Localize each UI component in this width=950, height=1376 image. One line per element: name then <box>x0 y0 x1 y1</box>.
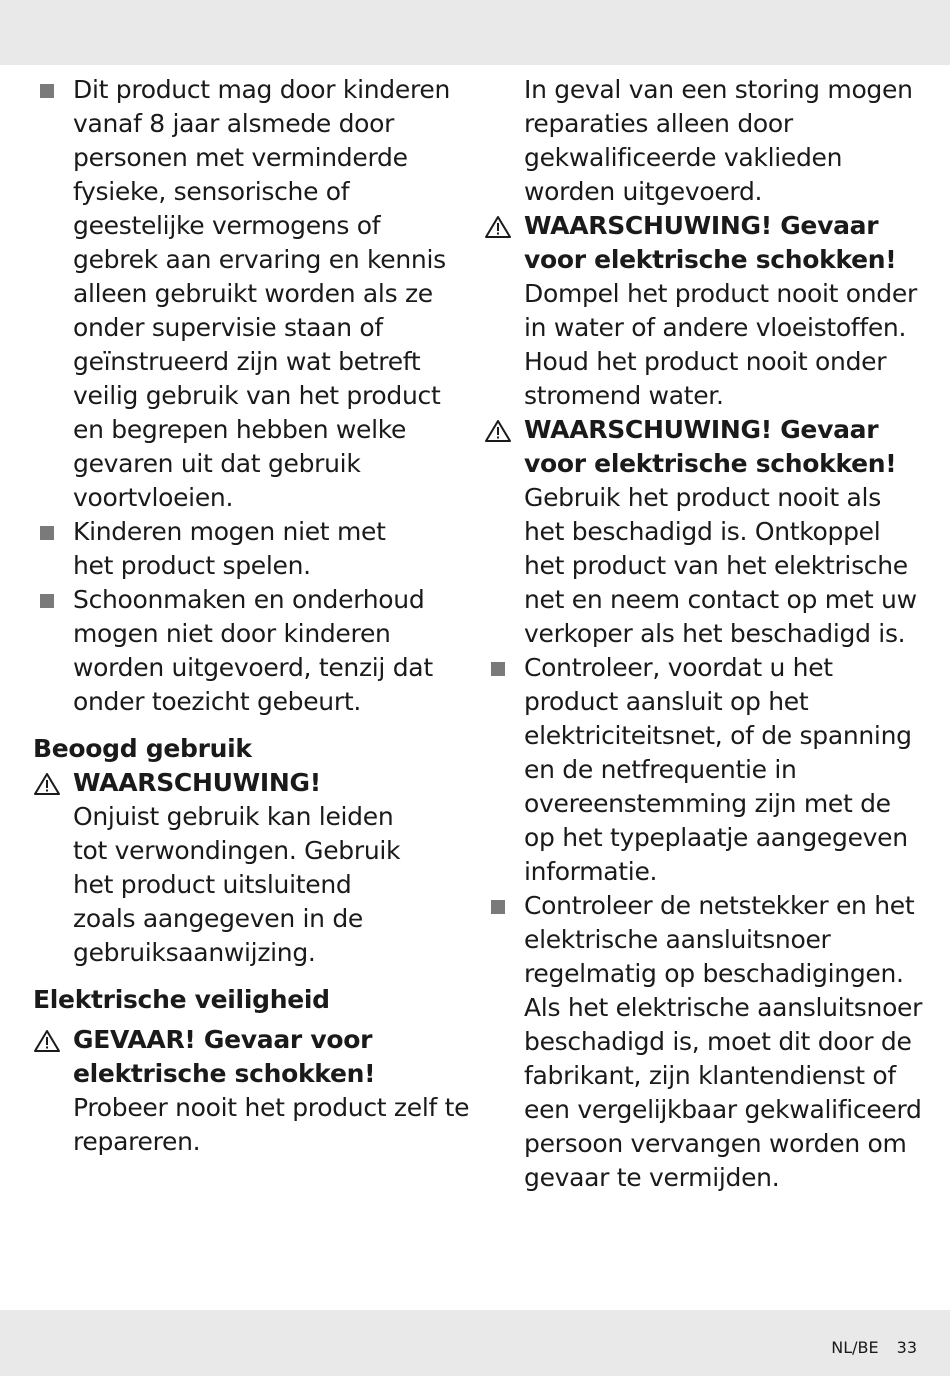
bullet-text: Kinderen mogen niet met het product spelen. <box>73 517 386 580</box>
square-bullet-icon <box>40 526 54 540</box>
warning-text: Dompel het product nooit onder in water of andere vloeistoffen. Houd het product nooit onder stromend water. <box>524 279 917 410</box>
warning-block <box>33 766 403 970</box>
page-footer <box>813 1338 917 1357</box>
section-heading-electrical-safety: Elektrische veiligheid <box>33 985 330 1014</box>
warning-block <box>484 413 924 651</box>
warning-triangle-icon <box>33 772 61 796</box>
warning-title: WAARSCHUWING! Gevaar voor elektrische schokken! <box>524 415 897 478</box>
square-bullet-icon <box>491 662 505 676</box>
warning-triangle-icon <box>33 1029 61 1053</box>
intro-paragraph <box>484 73 924 209</box>
warning-triangle-icon <box>484 215 512 239</box>
intro-text: In geval van een storing mogen reparaties alleen door gekwalificeerde vaklieden worden uitgevoerd. <box>524 75 913 206</box>
list-item <box>484 651 924 889</box>
list-item <box>33 73 465 515</box>
warning-title: WAARSCHUWING! Gevaar voor elektrische schokken! <box>524 211 897 274</box>
language-code: NL/BE <box>831 1338 879 1357</box>
warning-text: Probeer nooit het product zelf te repareren. <box>73 1093 470 1156</box>
warning-text: Gebruik het product nooit als het beschadigd is. Ontkoppel het product van het elektrische net en neem contact op met uw verkoper als het beschadigd is. <box>524 483 917 648</box>
left-column <box>33 73 473 1159</box>
square-bullet-icon <box>40 594 54 608</box>
warning-title: GEVAAR! Gevaar voor elektrische schokken! <box>73 1025 376 1088</box>
warning-triangle-icon <box>484 419 512 443</box>
bullet-text: Dit product mag door kinderen vanaf 8 jaar alsmede door personen met verminderde fysieke, sensorische of geestelijke vermogens of gebrek aan ervaring en kennis alleen gebruikt worden als ze onder supervisie staan of geïnstrueerd zijn wat betreft veilig gebruik van het product en begrepen hebben welke gevaren uit dat gebruik voortvloeien. <box>73 75 450 512</box>
warning-text: Onjuist gebruik kan leiden tot verwondingen. Gebruik het product uitsluitend zoals aangegeven in de gebruiksaanwijzing. <box>73 802 401 967</box>
bullet-text: Schoonmaken en onderhoud mogen niet door kinderen worden uitgevoerd, tenzij dat onder toezicht gebeurt. <box>73 585 433 716</box>
warning-block <box>484 209 924 413</box>
header-band <box>0 0 950 65</box>
list-item <box>484 889 924 1195</box>
right-column <box>484 73 924 1195</box>
list-item <box>33 515 413 583</box>
square-bullet-icon <box>40 84 54 98</box>
section-heading-intended-use: Beoogd gebruik <box>33 734 252 763</box>
footer-band <box>0 1310 950 1376</box>
bullet-text: Controleer, voordat u het product aansluit op het elektriciteitsnet, of de spanning en de netfrequentie in overeenstemming zijn met de op het typeplaatje aangegeven informatie. <box>524 653 912 886</box>
bullet-text: Controleer de netstekker en het elektrische aansluitsnoer regelmatig op beschadigingen. Als het elektrische aansluitsnoer beschadigd is, moet dit door de fabrikant, zijn klantendienst of een vergelijkbaar gekwalificeerd persoon vervangen worden om gevaar te vermijden. <box>524 891 923 1192</box>
square-bullet-icon <box>491 900 505 914</box>
warning-title: WAARSCHUWING! <box>73 768 321 797</box>
list-item <box>33 583 468 719</box>
warning-block <box>33 1023 473 1159</box>
page-number: 33 <box>896 1338 917 1357</box>
